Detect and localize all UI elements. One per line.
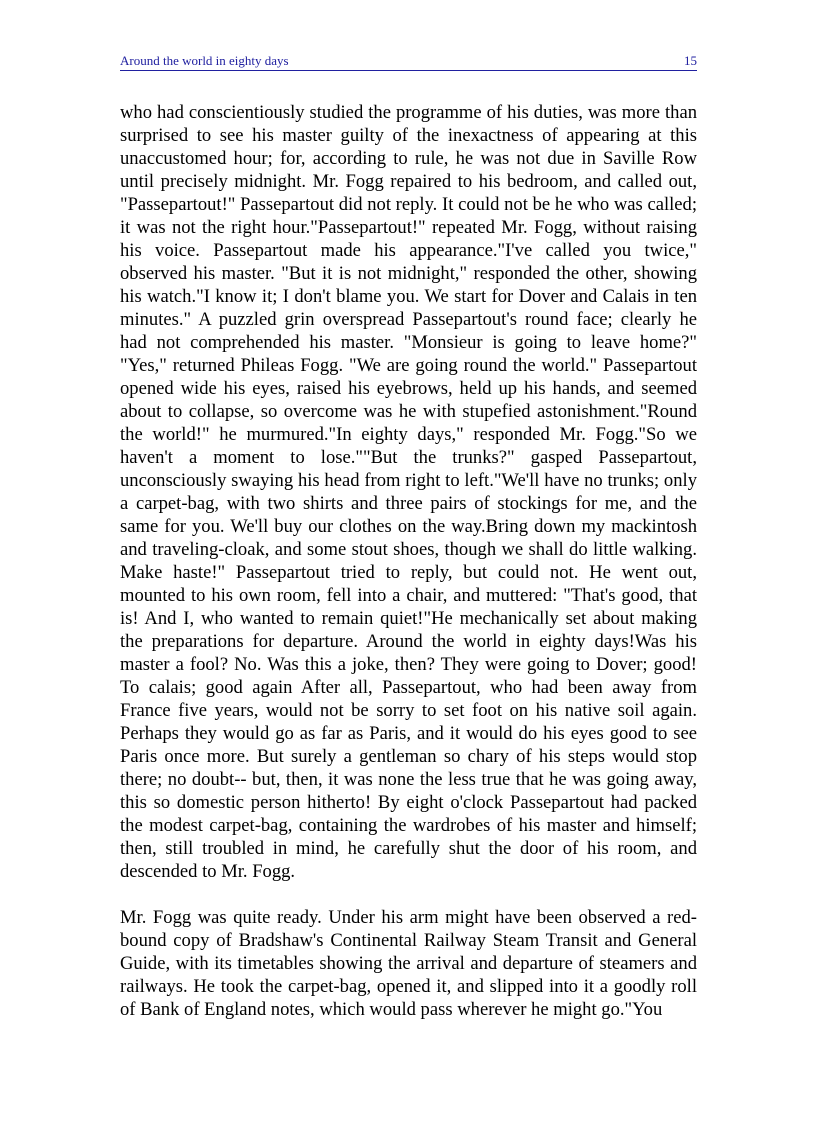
- page-number: 15: [684, 53, 697, 68]
- book-title: Around the world in eighty days: [120, 53, 289, 68]
- paragraph: Mr. Fogg was quite ready. Under his arm might have been observed a red-bound copy of Bradshaw's Continental Railway Steam Transit and General Guide, with its timetables showing the arrival and departure of steamers and railways. He took the carpet-bag, opened it, and slipped into it a goodly roll of Bank of England notes, which would pass wherever he might go."You: [120, 907, 697, 1020]
- body-text: [120, 101, 697, 1021]
- running-header: [120, 54, 697, 71]
- paragraph: who had conscientiously studied the programme of his duties, was more than surprised to see his master guilty of the inexactness of appearing at this unaccustomed hour; for, according to rule, he was not due in Saville Row until precisely midnight. Mr. Fogg repaired to his bedroom, and called out, "Passepartout!" Passepartout did not reply. It could not be he who was called; it was not the right hour."Passepartout!" repeated Mr. Fogg, without raising his voice. Passepartout made his appearance."I've called you twice," observed his master. "But it is not midnight," responded the other, showing his watch."I know it; I don't blame you. We start for Dover and Calais in ten minutes." A puzzled grin overspread Passepartout's round face; clearly he had not comprehended his master. "Monsieur is going to leave home?" "Yes," returned Phileas Fogg. "We are going round the world." Passepartout opened wide his eyes, raised his eyebrows, held up his hands, and seemed about to collapse, so overcome was he with stupefied astonishment."Round the world!" he murmured."In eighty days," responded Mr. Fogg."So we haven't a moment to lose.""But the trunks?" gasped Passepartout, unconsciously swaying his head from right to left."We'll have no trunks; only a carpet-bag, with two shirts and three pairs of stockings for me, and the same for you. We'll buy our clothes on the way.Bring down my mackintosh and traveling-cloak, and some stout shoes, though we shall do little walking. Make haste!" Passepartout tried to reply, but could not. He went out, mounted to his own room, fell into a chair, and muttered: "That's good, that is! And I, who wanted to remain quiet!"He mechanically set about making the preparations for departure. Around the world in eighty days!Was his master a fool? No. Was this a joke, then? They were going to Dover; good! To calais; good again After all, Passepartout, who had been away from France five years, would not be sorry to set foot on his native soil again. Perhaps they would go as far as Paris, and it would do his eyes good to see Paris once more. But surely a gentleman so chary of his steps would stop there; no doubt-- but, then, it was none the less true that he was going away, this so domestic person hitherto! By eight o'clock Passepartout had packed the modest carpet-bag, containing the wardrobes of his master and himself; then, still troubled in mind, he carefully shut the door of his room, and descended to Mr. Fogg.: [120, 102, 697, 882]
